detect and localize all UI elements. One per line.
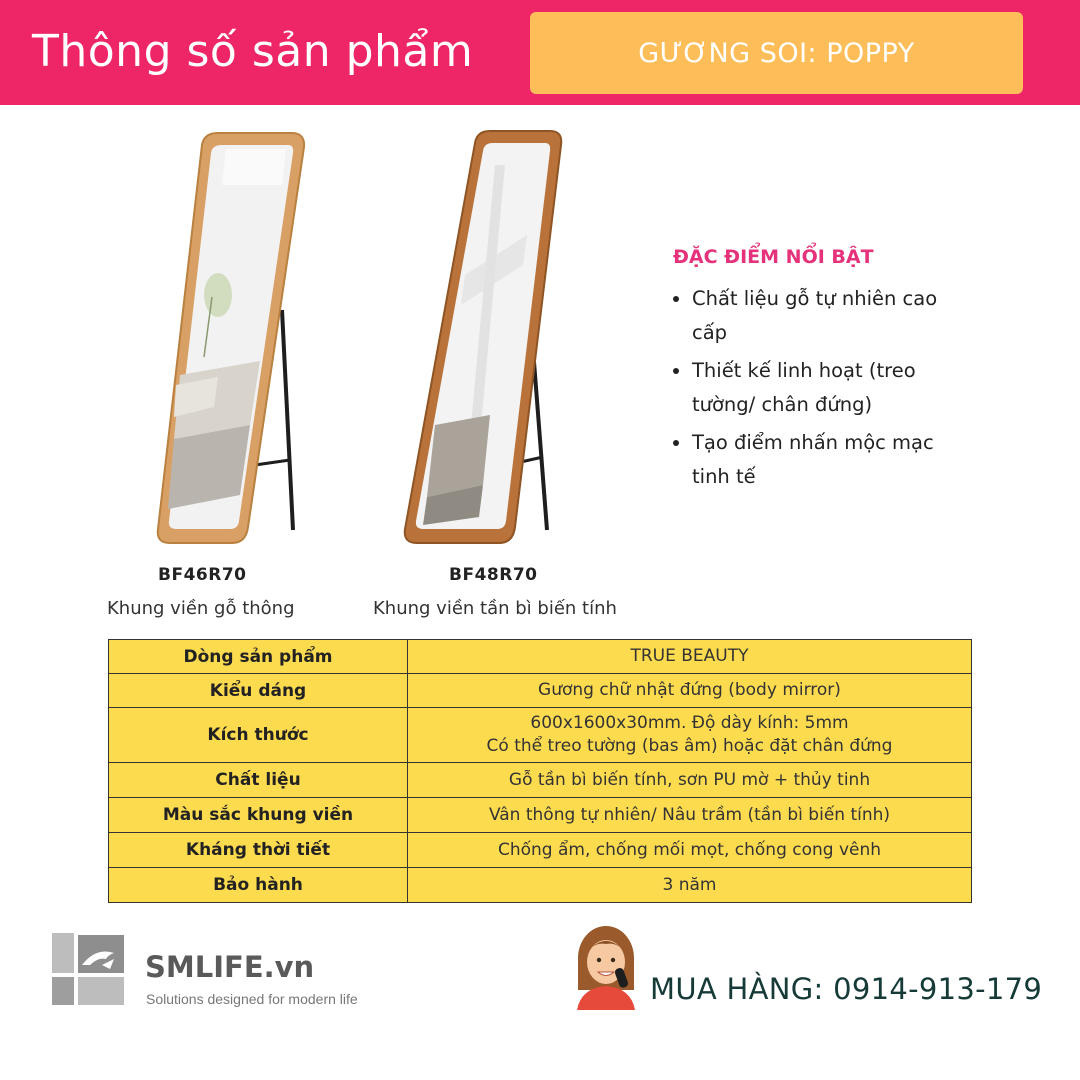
table-row — [109, 640, 972, 674]
product-desc-2: Khung viền tần bì biến tính — [373, 598, 617, 619]
brand-name: SMLIFE.vn — [145, 950, 315, 984]
support-agent-avatar-icon — [573, 924, 639, 1010]
header-bar — [0, 0, 1080, 105]
table-row — [109, 674, 972, 708]
spec-value: Chống ẩm, chống mối mọt, chống cong vênh — [408, 833, 972, 868]
product-image-bf48r70 — [395, 125, 575, 550]
product-code-1: BF46R70 — [158, 565, 247, 585]
table-row — [109, 763, 972, 798]
spec-value-line: Có thể treo tường (bas âm) hoặc đặt chân đứng — [486, 736, 893, 756]
brand-tagline: Solutions designed for modern life — [146, 991, 358, 1007]
product-desc-1: Khung viền gỗ thông — [107, 598, 295, 619]
feature-item: Thiết kế linh hoạt (treo tường/ chân đứng) — [673, 354, 973, 422]
spec-value-line: 600x1600x30mm. Độ dày kính: 5mm — [530, 713, 849, 733]
spec-label: Kích thước — [109, 708, 408, 763]
spec-value: Vân thông tự nhiên/ Nâu trầm (tần bì biến tính) — [408, 798, 972, 833]
table-row — [109, 868, 972, 903]
spec-label: Dòng sản phẩm — [109, 640, 408, 674]
spec-label: Màu sắc khung viền — [109, 798, 408, 833]
spec-label: Chất liệu — [109, 763, 408, 798]
spec-value: TRUE BEAUTY — [408, 640, 972, 674]
spec-label: Kiểu dáng — [109, 674, 408, 708]
brand-logo-icon — [52, 933, 128, 1009]
product-name-badge — [530, 12, 1023, 94]
purchase-hotline[interactable]: MUA HÀNG: 0914-913-179 — [650, 972, 1043, 1006]
spec-value: Gương chữ nhật đứng (body mirror) — [408, 674, 972, 708]
table-row — [109, 798, 972, 833]
spec-value: Gỗ tần bì biến tính, sơn PU mờ + thủy tinh — [408, 763, 972, 798]
product-code-2: BF48R70 — [449, 565, 538, 585]
spec-label: Kháng thời tiết — [109, 833, 408, 868]
product-name-label: GƯƠNG SOI: POPPY — [638, 37, 915, 69]
features-section — [673, 246, 973, 498]
table-row — [109, 833, 972, 868]
spec-value: 3 năm — [408, 868, 972, 903]
feature-item: Chất liệu gỗ tự nhiên cao cấp — [673, 282, 973, 350]
spec-label: Bảo hành — [109, 868, 408, 903]
feature-item: Tạo điểm nhấn mộc mạc tinh tế — [673, 426, 973, 494]
product-image-bf46r70 — [140, 125, 320, 550]
spec-table — [108, 639, 972, 903]
spec-value — [408, 708, 972, 763]
table-row — [109, 708, 972, 763]
features-title: ĐẶC ĐIỂM NỔI BẬT — [673, 246, 874, 268]
page-title: Thông số sản phẩm — [32, 26, 474, 77]
features-list — [673, 282, 973, 494]
